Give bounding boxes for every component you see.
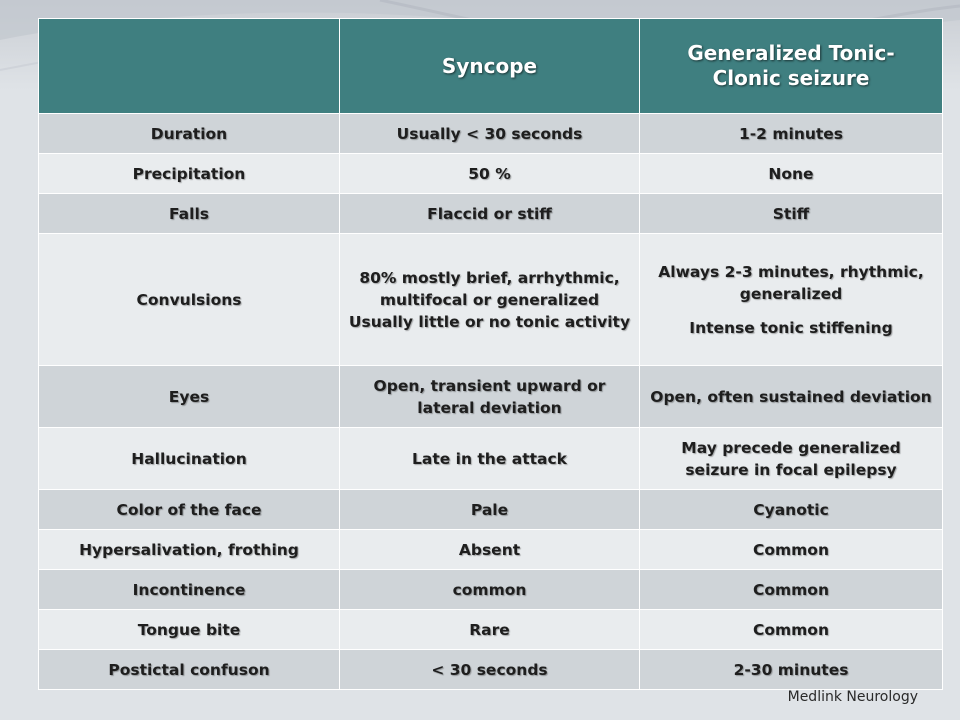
seizure-cell: [640, 650, 943, 690]
seizure-text: Common: [752, 620, 829, 639]
seizure-cell: [640, 154, 943, 194]
seizure-text: Open, often sustained deviation: [650, 387, 932, 406]
row-label-cell: Duration: [39, 114, 340, 154]
table-row: [39, 234, 943, 366]
table-row: [39, 650, 943, 690]
seizure-cell: [640, 114, 943, 154]
seizure-cell: [640, 366, 943, 428]
row-label-cell: Color of the face: [39, 490, 340, 530]
syncope-text: Usually little or no tonic activity: [348, 312, 631, 331]
table-row: [39, 366, 943, 428]
seizure-text: Stiff: [772, 204, 810, 223]
source-credit: Medlink Neurology: [787, 689, 918, 705]
syncope-text: < 30 seconds: [431, 660, 548, 679]
seizure-cell: [640, 570, 943, 610]
syncope-text: Usually < 30 seconds: [396, 124, 583, 143]
syncope-text: 50 %: [468, 164, 511, 183]
seizure-cell: [640, 490, 943, 530]
syncope-cell: [340, 650, 640, 690]
syncope-cell: [340, 490, 640, 530]
table-row: [39, 154, 943, 194]
header-cell-syncope: Syncope: [340, 19, 640, 114]
seizure-cell: [640, 234, 943, 366]
seizure-cell: [640, 194, 943, 234]
syncope-text: 80% mostly brief, arrhythmic, multifocal or generalized: [359, 268, 620, 309]
seizure-text: 1-2 minutes: [738, 124, 844, 143]
paragraph-gap: [648, 305, 934, 317]
row-label-cell: Hypersalivation, frothing: [39, 530, 340, 570]
syncope-cell: [340, 366, 640, 428]
row-label-cell: Falls: [39, 194, 340, 234]
row-label-cell: Precipitation: [39, 154, 340, 194]
table-row: [39, 610, 943, 650]
header-cell-empty: [39, 19, 340, 114]
table-row: [39, 570, 943, 610]
table-row: [39, 530, 943, 570]
syncope-cell: [340, 610, 640, 650]
syncope-cell: [340, 530, 640, 570]
table-row: [39, 194, 943, 234]
syncope-text: common: [452, 580, 527, 599]
seizure-text: Cyanotic: [753, 500, 829, 519]
seizure-text: Common: [752, 580, 829, 599]
seizure-text: 2-30 minutes: [733, 660, 849, 679]
table-row: [39, 428, 943, 490]
row-label-cell: Incontinence: [39, 570, 340, 610]
seizure-text: Always 2-3 minutes, rhythmic, generalized: [658, 262, 924, 303]
seizure-cell: [640, 610, 943, 650]
syncope-text: Absent: [458, 540, 521, 559]
header-seizure-label: Generalized Tonic-Clonic seizure: [687, 41, 895, 90]
table-row: [39, 114, 943, 154]
row-label-cell: Hallucination: [39, 428, 340, 490]
row-label-cell: Postictal confuson: [39, 650, 340, 690]
syncope-text: Pale: [470, 500, 509, 519]
table-body: [39, 114, 943, 690]
seizure-text: None: [768, 164, 814, 183]
seizure-cell: [640, 530, 943, 570]
table-row: [39, 490, 943, 530]
syncope-cell: [340, 194, 640, 234]
comparison-table: [38, 18, 943, 690]
syncope-cell: [340, 570, 640, 610]
syncope-text: Flaccid or stiff: [427, 204, 552, 223]
header-cell-seizure: [640, 19, 943, 114]
seizure-text: Intense tonic stiffening: [689, 318, 893, 337]
seizure-text: Common: [752, 540, 829, 559]
syncope-text: Rare: [469, 620, 510, 639]
syncope-cell: [340, 154, 640, 194]
syncope-cell: [340, 114, 640, 154]
table-header-row: [39, 19, 943, 114]
syncope-cell: [340, 234, 640, 366]
seizure-cell: [640, 428, 943, 490]
syncope-cell: [340, 428, 640, 490]
row-label-cell: Tongue bite: [39, 610, 340, 650]
syncope-text: Late in the attack: [412, 449, 567, 468]
syncope-text: Open, transient upward or lateral deviation: [373, 376, 606, 417]
seizure-text: May precede generalized seizure in focal epilepsy: [681, 438, 901, 479]
row-label-cell: Eyes: [39, 366, 340, 428]
row-label-cell: Convulsions: [39, 234, 340, 366]
